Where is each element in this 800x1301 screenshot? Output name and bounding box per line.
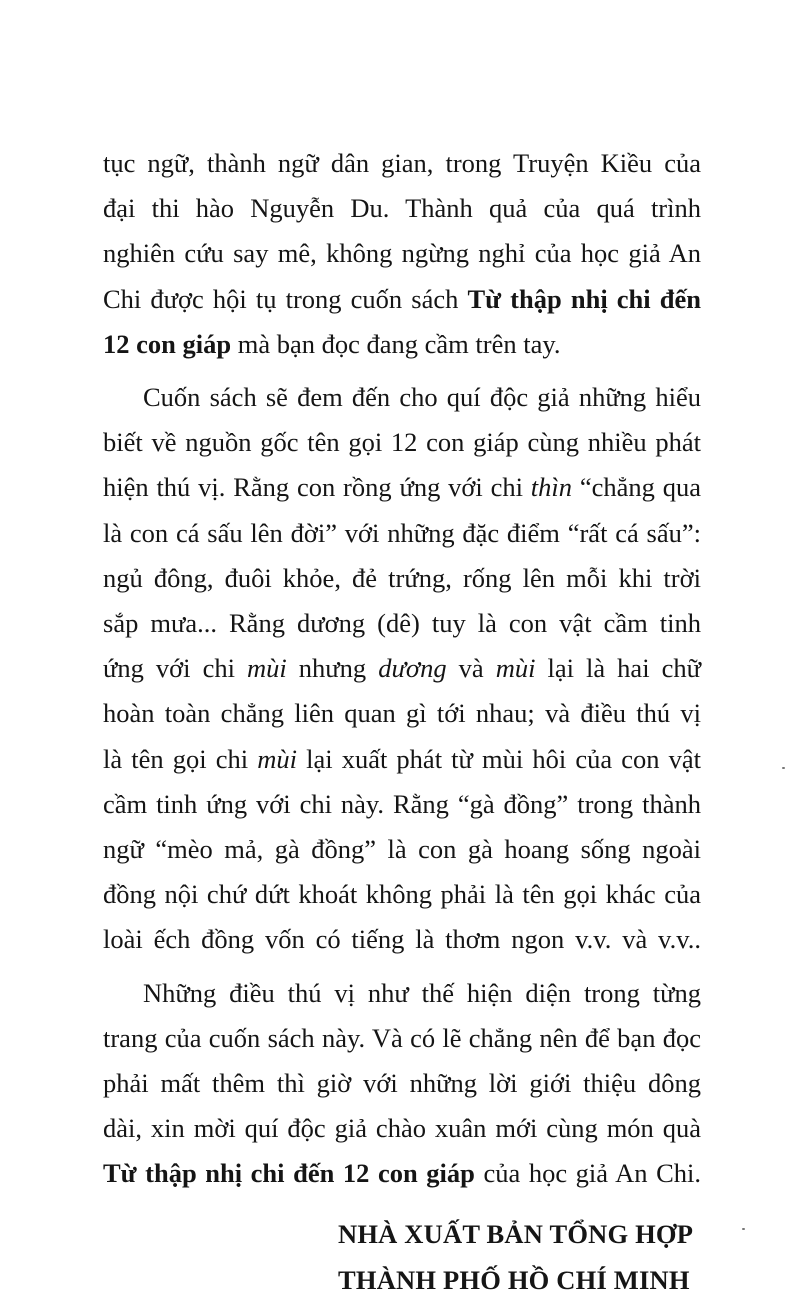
text-run: và	[446, 653, 496, 683]
text-line	[103, 422, 701, 462]
text-run: biết về nguồn gốc tên gọi 12 con giáp cùng nhiều phát	[103, 427, 701, 457]
text-line	[103, 739, 701, 779]
text-run: hiện thú vị. Rằng con rồng ứng với chi	[103, 472, 531, 502]
signature-line-2: THÀNH PHỐ HỒ CHÍ MINH	[338, 1265, 690, 1295]
text-line	[103, 1153, 701, 1193]
text-line	[103, 874, 701, 914]
italic-term: mùi	[247, 653, 287, 683]
text-run: hoàn toàn chẳng liên quan gì tới nhau; và điều thú vị	[103, 698, 701, 728]
text-run: sắp mưa... Rằng dương (dê) tuy là con vật cầm tinh	[103, 608, 701, 638]
text-run: lại là hai chữ	[535, 653, 701, 683]
italic-term: mùi	[495, 653, 536, 683]
text-run: ứng với chi	[103, 653, 247, 683]
text-run: “chẳng qua	[572, 472, 701, 502]
italic-term: mùi	[257, 744, 297, 774]
text-line	[143, 377, 701, 417]
text-run: là tên gọi chi	[103, 744, 258, 774]
text-line	[103, 279, 701, 319]
text-line	[103, 919, 701, 959]
text-run: Cuốn sách sẽ đem đến cho quí độc giả những hiểu	[143, 382, 701, 412]
text-line	[103, 324, 623, 364]
book-title: 12 con giáp	[103, 329, 232, 359]
text-line	[103, 1063, 701, 1103]
italic-term: dương	[378, 653, 447, 683]
text-run: loài ếch đồng vốn có tiếng là thơm ngon v.v. và v.v..	[103, 924, 701, 954]
text-line	[103, 693, 701, 733]
text-line	[103, 648, 701, 688]
text-run: mà bạn đọc đang cầm trên tay.	[231, 329, 561, 359]
text-line	[103, 829, 701, 869]
text-line	[143, 973, 701, 1013]
text-line	[103, 188, 701, 228]
text-run: ngữ “mèo mả, gà đồng” là con gà hoang sống ngoài	[103, 834, 701, 864]
text-run: trang của cuốn sách này. Và có lẽ chẳng nên để bạn đọc	[103, 1023, 701, 1053]
text-run: đồng nội chứ dứt khoát không phải là tên gọi khác của	[103, 879, 701, 909]
text-line	[103, 513, 701, 553]
text-run: Chi được hội tụ trong cuốn sách	[103, 284, 468, 314]
text-run: ngủ đông, đuôi khỏe, đẻ trứng, rống lên mỗi khi trời	[103, 563, 701, 593]
text-line	[103, 603, 701, 643]
scan-speck	[782, 767, 785, 769]
signature-line-1: NHÀ XUẤT BẢN TỔNG HỢP	[338, 1219, 694, 1249]
text-line	[103, 143, 701, 183]
book-title: Từ thập nhị chi đến	[467, 284, 702, 314]
text-line	[103, 233, 701, 273]
italic-term: thìn	[530, 472, 573, 502]
text-line	[103, 467, 701, 507]
text-run: lại xuất phát từ mùi hôi của con vật	[296, 744, 701, 774]
text-run: nghiên cứu say mê, không ngừng nghỉ của học giả An	[103, 238, 701, 268]
scan-speck	[742, 1228, 745, 1230]
text-line	[103, 784, 701, 824]
text-line	[103, 1108, 701, 1148]
text-run: cầm tinh ứng với chi này. Rằng “gà đồng” trong thành	[103, 789, 701, 819]
text-run: dài, xin mời quí độc giả chào xuân mới cùng món quà	[103, 1113, 701, 1143]
text-run: nhưng	[286, 653, 379, 683]
text-run: đại thi hào Nguyễn Du. Thành quả của quá trình	[103, 193, 701, 223]
text-run: của học giả An Chi.	[474, 1158, 701, 1188]
book-title: Từ thập nhị chi đến 12 con giáp	[103, 1158, 475, 1188]
text-run: Những điều thú vị như thế hiện diện trong từng	[143, 978, 701, 1008]
text-run: là con cá sấu lên đời” với những đặc điểm “rất cá sấu”:	[103, 518, 701, 548]
text-run: phải mất thêm thì giờ với những lời giới thiệu dông	[103, 1068, 701, 1098]
text-line	[103, 558, 701, 598]
text-run: tục ngữ, thành ngữ dân gian, trong Truyện Kiều của	[103, 148, 701, 178]
text-line	[103, 1018, 701, 1058]
